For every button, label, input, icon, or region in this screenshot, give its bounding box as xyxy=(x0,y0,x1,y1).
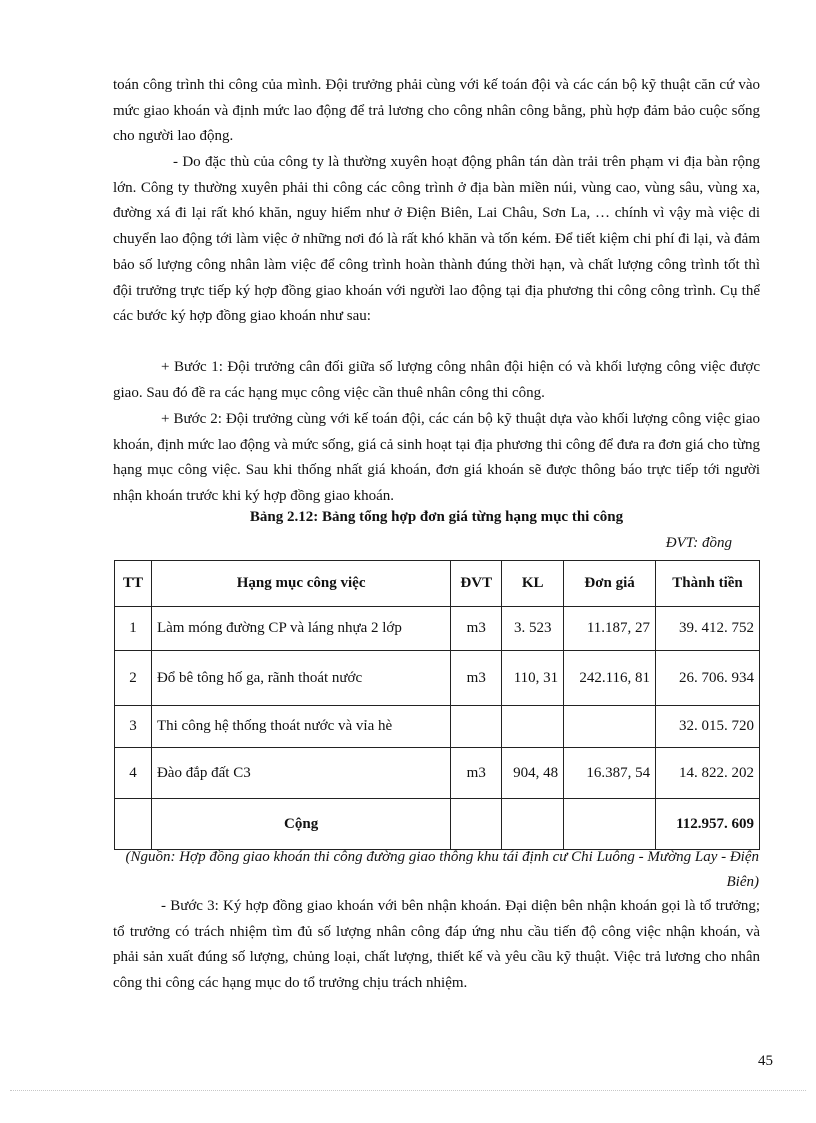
cell-empty xyxy=(115,799,152,850)
header-dvt: ĐVT xyxy=(451,561,502,607)
cell-item: Đổ bê tông hố ga, rãnh thoát nước xyxy=(151,651,450,706)
paragraph-company-characteristics: - Do đặc thù của công ty là thường xuyên hoạt động phân tán dàn trải trên phạm vi địa bàn rộng lớn. Công ty thường xuyên phải thi công các công trình ở địa bàn miền núi, vùng cao, vùng sâu, vùng xa, đường xá đi lại rất khó khăn, nguy hiểm như ở Điện Biên, Lai Châu, Sơn La, … chính vì vậy mà việc di chuyển lao động tới làm việc ở những nơi đó là rất khó khăn và tốn kém. Để tiết kiệm chi phí đi lại, và đảm bảo số lượng công nhân làm việc để công trình hoàn thành đúng thời hạn, và chất lượng công trình tốt thì đội trưởng trực tiếp ký hợp đồng giao khoán với người lao động tại địa phương thi công công trình. Cụ thể các bước ký hợp đồng giao khoán như sau: xyxy=(113,154,760,325)
cell-kl xyxy=(502,706,564,748)
paragraph-step-3: - Bước 3: Ký hợp đồng giao khoán với bên nhận khoán. Đại diện bên nhận khoán gọi là tổ trưởng; tổ trưởng có trách nhiệm tìm đủ số lượng nhân công đáp ứng nhu cầu tiến độ công việc nhận khoán, và phải sản xuất đúng số lượng, chủng loại, chất lượng, thiết kế và yêu cầu kỹ thuật. Việc trả lương cho nhân công thi công các hạng mục do tổ trưởng chịu trách nhiệm. xyxy=(113,898,760,992)
table-row xyxy=(115,651,760,706)
cell-dvt: m3 xyxy=(451,651,502,706)
table-row xyxy=(115,607,760,651)
cell-dvt xyxy=(451,706,502,748)
table-row xyxy=(115,748,760,799)
cell-item: Thi công hệ thống thoát nước và vỉa hè xyxy=(151,706,450,748)
total-label: Cộng xyxy=(151,799,450,850)
table-total-row xyxy=(115,799,760,850)
cell-total: 14. 822. 202 xyxy=(656,748,760,799)
paragraph-step-1: + Bước 1: Đội trưởng cân đối giữa số lượng công nhân đội hiện có và khối lượng công việc được giao. Sau đó đề ra các hạng mục công việc cần thuê nhân công thi công. xyxy=(113,359,760,401)
table-caption: Bảng 2.12: Bảng tổng hợp đơn giá từng hạng mục thi công xyxy=(249,509,624,525)
unit-price-table xyxy=(114,560,760,850)
page-number: 45 xyxy=(758,1053,773,1069)
table-row xyxy=(115,706,760,748)
cell-price xyxy=(564,706,656,748)
header-price: Đơn giá xyxy=(564,561,656,607)
paragraph-step-2: + Bước 2: Đội trưởng cùng với kế toán đội, các cán bộ kỹ thuật dựa vào khối lượng công việc giao khoán, định mức lao động và mức sống, giá cả sinh hoạt tại địa phương thi công để đưa ra đơn giá cho từng hạng mục công việc. Sau khi thống nhất giá khoán, đơn giá khoán sẽ được thông báo trực tiếp tới người nhận khoán trước khi ký hợp đồng giao khoán. xyxy=(113,411,760,505)
unit-label: ĐVT: đồng xyxy=(665,535,732,551)
cell-price: 16.387, 54 xyxy=(564,748,656,799)
cell-tt: 3 xyxy=(115,706,152,748)
total-amount: 112.957. 609 xyxy=(656,799,760,850)
cell-tt: 4 xyxy=(115,748,152,799)
page-footer-divider xyxy=(10,1090,806,1091)
cell-tt: 2 xyxy=(115,651,152,706)
cell-kl: 904, 48 xyxy=(502,748,564,799)
table-header-row xyxy=(115,561,760,607)
cell-item: Đào đắp đất C3 xyxy=(151,748,450,799)
header-item: Hạng mục công việc xyxy=(151,561,450,607)
cell-empty xyxy=(564,799,656,850)
cell-item: Làm móng đường CP và láng nhựa 2 lớp xyxy=(151,607,450,651)
cell-total: 39. 412. 752 xyxy=(656,607,760,651)
cell-total: 26. 706. 934 xyxy=(656,651,760,706)
header-kl: KL xyxy=(502,561,564,607)
table-source-note: (Nguồn: Hợp đồng giao khoán thi công đường giao thông khu tái định cư Chi Luông - Mường Lay - Điện Biên) xyxy=(125,849,759,890)
cell-kl: 110, 31 xyxy=(502,651,564,706)
header-tt: TT xyxy=(115,561,152,607)
cell-price: 242.116, 81 xyxy=(564,651,656,706)
cell-dvt: m3 xyxy=(451,607,502,651)
cell-total: 32. 015. 720 xyxy=(656,706,760,748)
cell-dvt: m3 xyxy=(451,748,502,799)
header-total: Thành tiền xyxy=(656,561,760,607)
cell-price: 11.187, 27 xyxy=(564,607,656,651)
paragraph-intro: toán công trình thi công của mình. Đội trưởng phải cùng với kế toán đội và các cán bộ kỹ thuật căn cứ vào mức giao khoán và định mức lao động để trả lương cho công nhân công bằng, phù hợp đảm bảo cuộc sống cho người lao động. xyxy=(113,77,760,145)
cell-kl: 3. 523 xyxy=(502,607,564,651)
cell-empty xyxy=(451,799,502,850)
cell-tt: 1 xyxy=(115,607,152,651)
cell-empty xyxy=(502,799,564,850)
